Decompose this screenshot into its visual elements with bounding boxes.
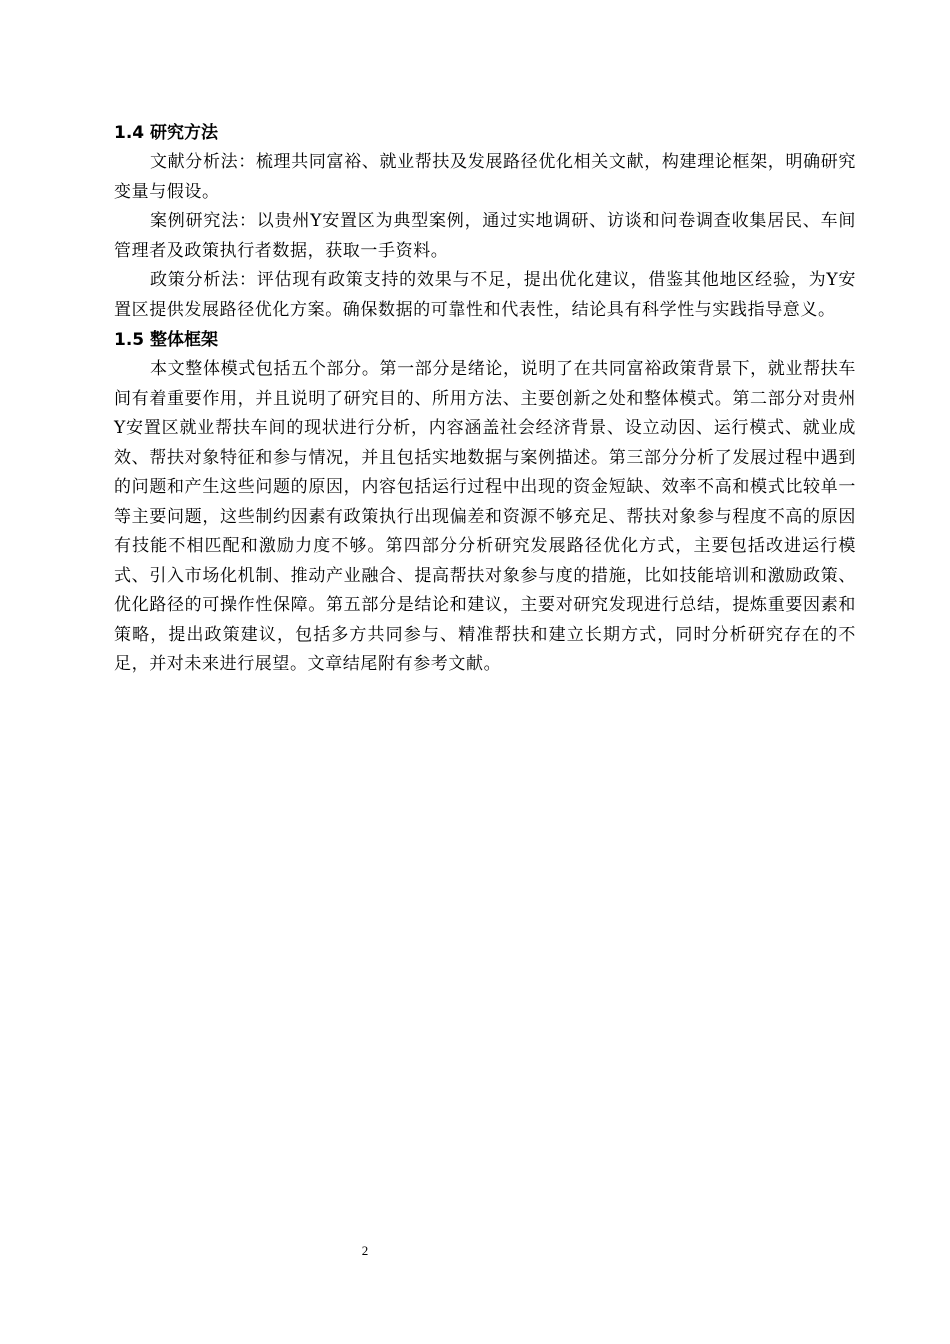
paragraph-case-study: 案例研究法：以贵州Y安置区为典型案例，通过实地调研、访谈和问卷调查收集居民、车间管理者及政策执行者数据，获取一手资料。	[114, 211, 856, 261]
page-number: 2	[361, 1243, 369, 1258]
page-content	[114, 118, 856, 680]
section-heading-overall-framework: 1.5 整体框架	[114, 330, 219, 350]
paragraph-literature-analysis: 文献分析法：梳理共同富裕、就业帮扶及发展路径优化相关文献，构建理论框架，明确研究变量与假设。	[114, 152, 856, 202]
paragraph-policy-analysis: 政策分析法：评估现有政策支持的效果与不足，提出优化建议，借鉴其他地区经验，为Y安置区提供发展路径优化方案。确保数据的可靠性和代表性，结论具有科学性与实践指导意义。	[114, 270, 856, 320]
paragraph-framework-overview: 本文整体模式包括五个部分。第一部分是绪论，说明了在共同富裕政策背景下，就业帮扶车间有着重要作用，并且说明了研究目的、所用方法、主要创新之处和整体模式。第二部分对贵州Y安置区就业帮扶车间的现状进行分析，内容涵盖社会经济背景、设立动因、运行模式、就业成效、帮扶对象特征和参与情况，并且包括实地数据与案例描述。第三部分分析了发展过程中遇到的问题和产生这些问题的原因，内容包括运行过程中出现的资金短缺、效率不高和模式比较单一等主要问题，这些制约因素有政策执行出现偏差和资源不够充足、帮扶对象参与程度不高的原因有技能不相匹配和激励力度不够。第四部分分析研究发展路径优化方式，主要包括改进运行模式、引入市场化机制、推动产业融合、提高帮扶对象参与度的措施，比如技能培训和激励政策、优化路径的可操作性保障。第五部分是结论和建议，主要对研究发现进行总结，提炼重要因素和策略，提出政策建议，包括多方共同参与、精准帮扶和建立长期方式，同时分析研究存在的不足，并对未来进行展望。文章结尾附有参考文献。	[114, 359, 856, 674]
section-heading-research-methods: 1.4 研究方法	[114, 123, 219, 143]
